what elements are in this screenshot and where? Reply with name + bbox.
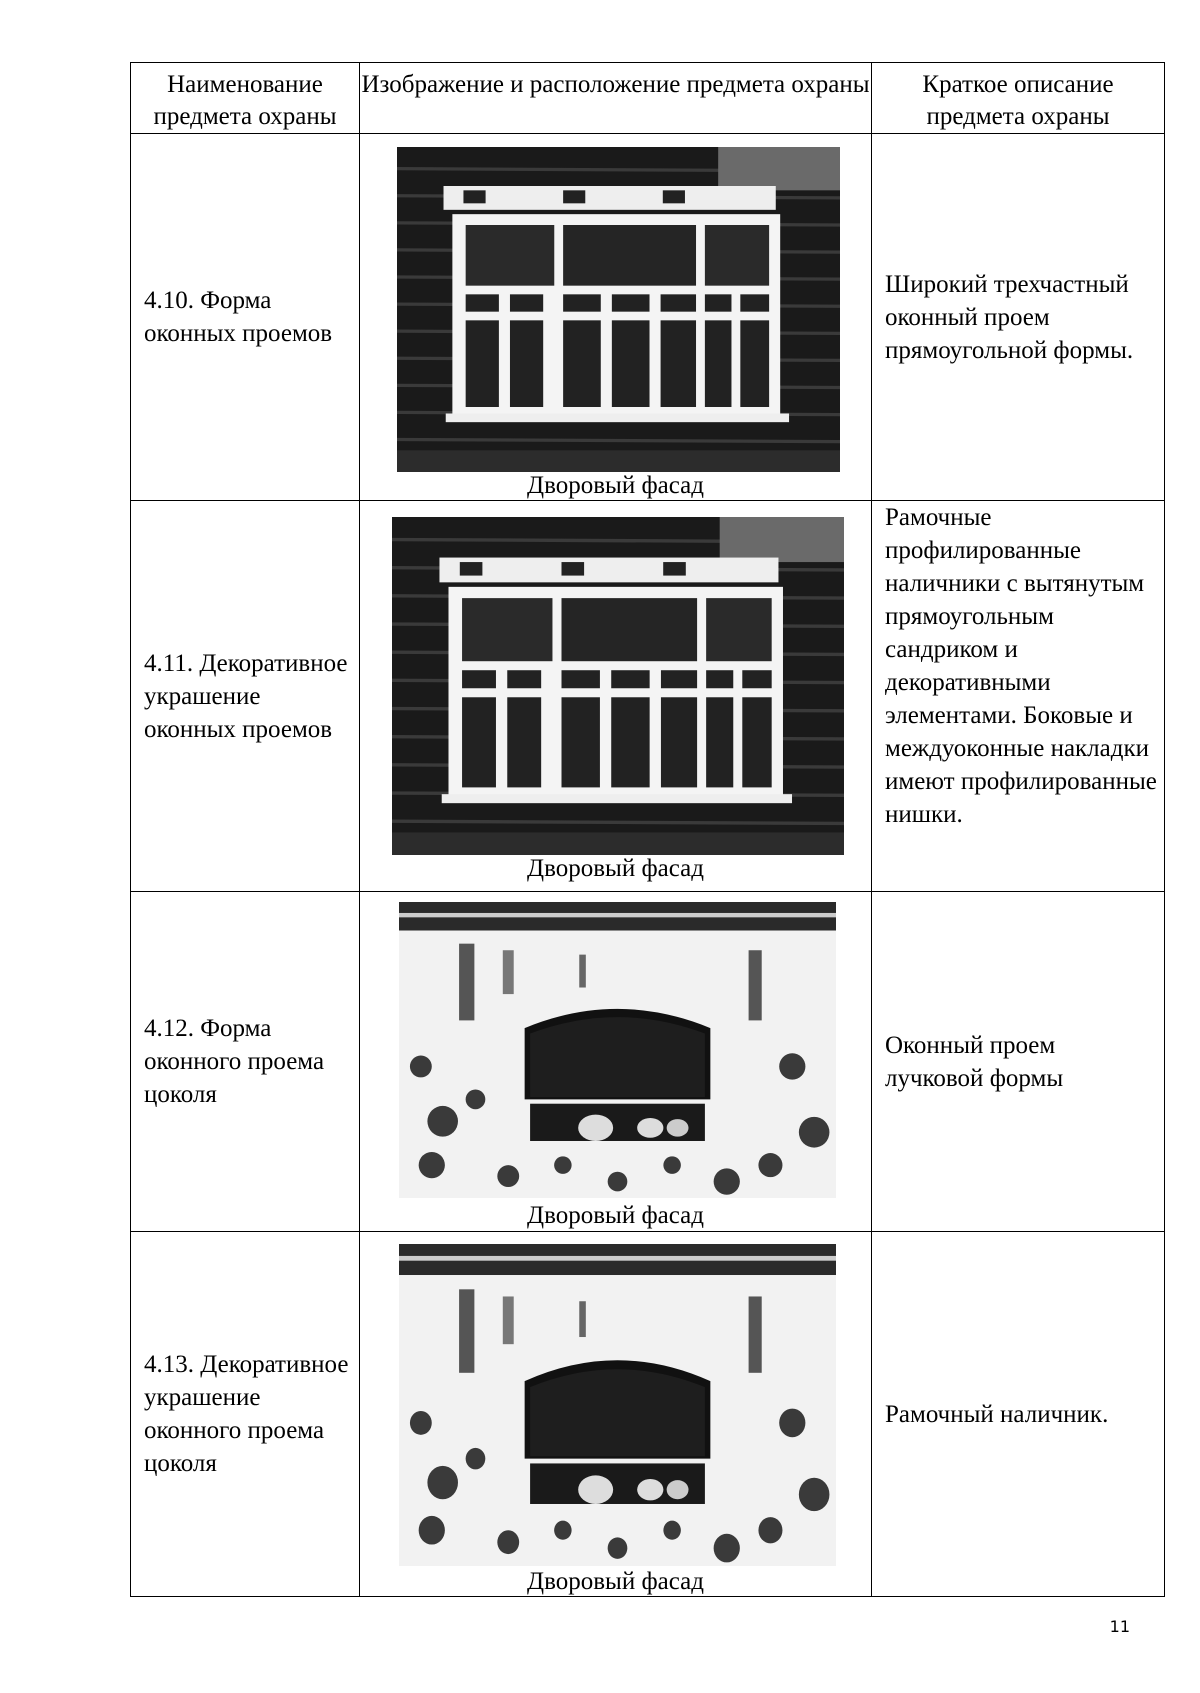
item-image-cell: [360, 501, 872, 892]
item-description: Рамочный наличник.: [872, 1232, 1165, 1597]
item-name: 4.12. Форма оконного проема цоколя: [131, 892, 360, 1232]
item-description: Широкий трехчастный оконный проем прямоугольной формы.: [872, 134, 1165, 501]
window-photo-icon: [392, 517, 844, 855]
protection-items-table: [130, 62, 1165, 1597]
photo-caption: Дворовый фасад: [527, 472, 704, 499]
table-header-row: [131, 63, 1165, 134]
item-image-cell: [360, 892, 872, 1232]
table-row: [131, 892, 1165, 1232]
basement-window-photo-icon: [399, 902, 836, 1198]
table-row: [131, 501, 1165, 892]
photo-caption: Дворовый фасад: [527, 1202, 704, 1229]
table-row: [131, 1232, 1165, 1597]
header-image: Изображение и расположение предмета охраны: [360, 63, 872, 134]
item-image-cell: [360, 134, 872, 501]
photo-caption: Дворовый фасад: [527, 855, 704, 882]
item-description: Рамочные профилированные наличники с вытянутым прямоугольным сандриком и декоративными элементами. Боковые и междуоконные накладки имеют профилированные нишки.: [872, 501, 1165, 892]
table-row: [131, 134, 1165, 501]
item-image-cell: [360, 1232, 872, 1597]
item-name: 4.10. Форма оконных проемов: [131, 134, 360, 501]
item-name: 4.13. Декоративное украшение оконного проема цоколя: [131, 1232, 360, 1597]
basement-window-photo-icon: [399, 1244, 836, 1566]
page-number: 11: [1109, 1617, 1130, 1636]
photo-caption: Дворовый фасад: [527, 1568, 704, 1595]
item-name: 4.11. Декоративное украшение оконных проемов: [131, 501, 360, 892]
window-photo-icon: [397, 147, 840, 472]
header-description: Краткое описание предмета охраны: [872, 63, 1165, 134]
item-description: Оконный проем лучковой формы: [872, 892, 1165, 1232]
header-name: Наименование предмета охраны: [131, 63, 360, 134]
